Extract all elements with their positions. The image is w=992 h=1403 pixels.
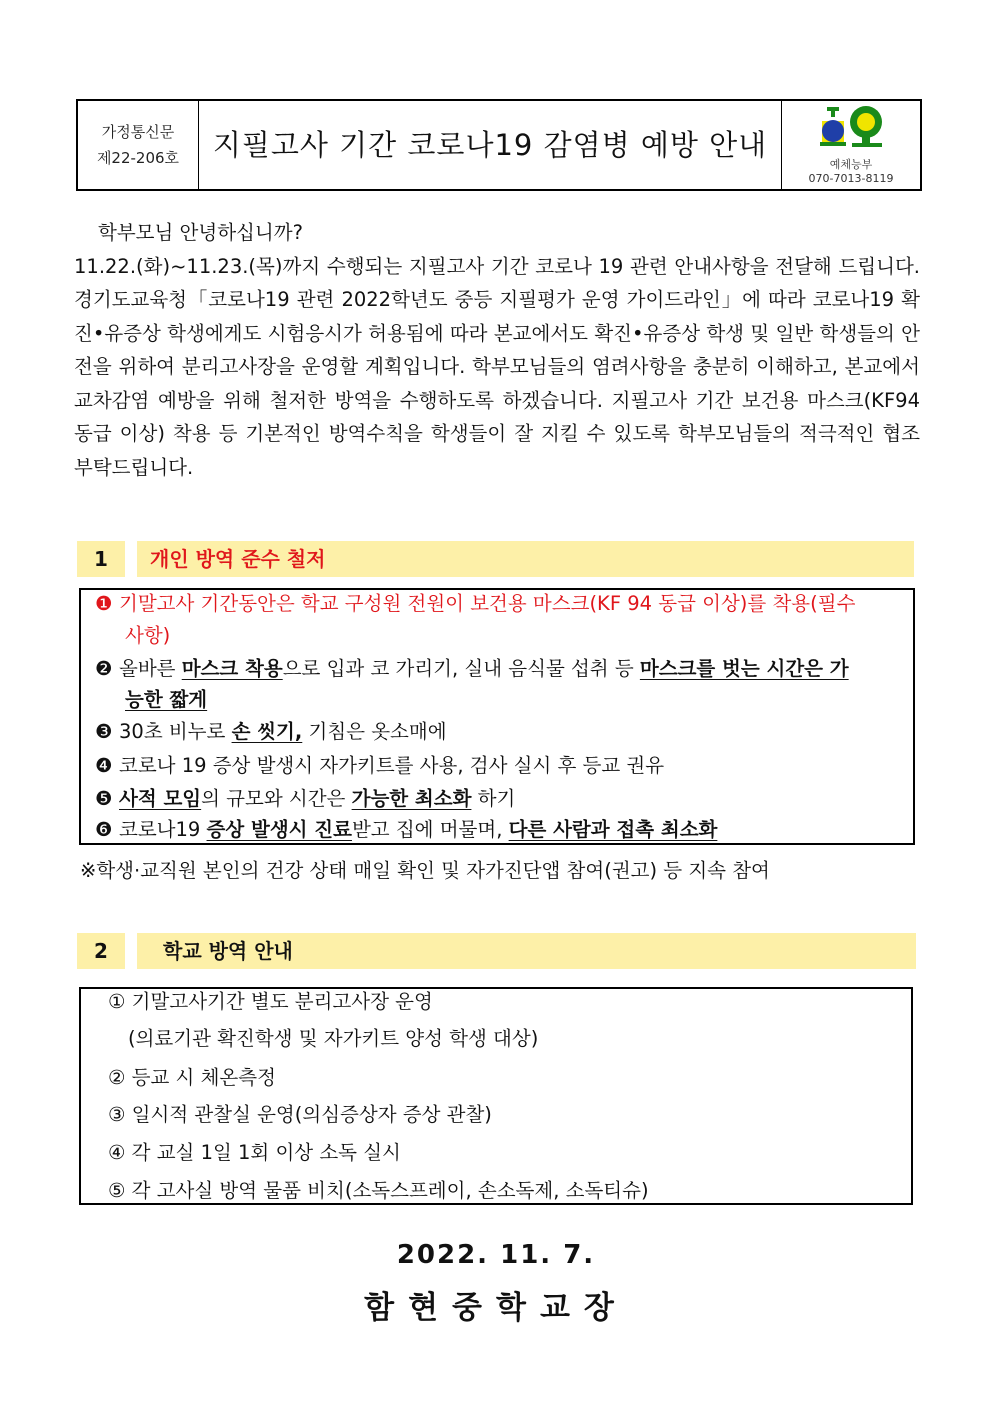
item-marker: ❹ (95, 754, 113, 777)
document-title: 지필고사 기간 코로나19 감염병 예방 안내 (199, 101, 782, 189)
item-text: 하기 (471, 787, 516, 810)
item-emphasis: 사적 모임 (119, 787, 202, 810)
newsletter-number: 제22-206호 (96, 149, 180, 167)
item-marker: ❷ (95, 657, 113, 680)
section2-box (79, 987, 913, 1205)
item-marker: ❶ (95, 592, 113, 615)
school-logo-icon (818, 105, 886, 155)
item-text: 기침은 옷소매에 (302, 720, 447, 743)
section1-note: ※학생·교직원 본인의 건강 상태 매일 확인 및 자가진단앱 참여(권고) 등 지속 참여 (80, 859, 770, 882)
list-item-continuation (117, 686, 207, 714)
newsletter-type: 가정통신문 (101, 123, 175, 141)
list-item (95, 785, 515, 813)
department-name: 예체능부 (829, 158, 873, 171)
list-item (95, 655, 849, 683)
section2-title: 학교 방역 안내 (137, 933, 916, 969)
item-marker: ❺ (95, 787, 113, 810)
section1-title: 개인 방역 준수 철저 (137, 541, 914, 577)
list-item (95, 752, 664, 780)
item-text: 30초 비누로 (119, 720, 232, 743)
newsletter-label (78, 101, 199, 189)
item-emphasis: 손 씻기, (231, 720, 303, 743)
section1-number: 1 (77, 541, 125, 577)
item-marker: ❸ (95, 720, 113, 743)
list-item: ④ 각 교실 1일 1회 이상 소독 실시 (108, 1141, 401, 1164)
department-phone: 070-7013-8119 (808, 172, 894, 185)
item-text: 코로나19 (119, 818, 207, 841)
list-item: ⑤ 각 고사실 방역 물품 비치(소독스프레이, 손소독제, 소독티슈) (108, 1179, 649, 1202)
header-box (76, 99, 922, 191)
issue-date: 2022. 11. 7. (396, 1240, 596, 1270)
list-item (95, 718, 447, 746)
item-emphasis: 다른 사람과 접촉 최소화 (508, 818, 718, 841)
list-item: ① 기말고사기간 별도 분리고사장 운영 (108, 990, 433, 1013)
item-text: 의 규모와 시간은 (201, 787, 352, 810)
item-emphasis: 마스크 착용 (181, 657, 283, 680)
item-text: 받고 집에 머물며, (351, 818, 509, 841)
department-logo (782, 101, 920, 189)
intro-paragraph (74, 216, 920, 484)
list-item: ② 등교 시 체온측정 (108, 1066, 276, 1089)
list-item: ③ 일시적 관찰실 운영(의심증상자 증상 관찰) (108, 1103, 492, 1126)
item-emphasis: 가능한 최소화 (351, 787, 472, 810)
list-item (95, 816, 717, 844)
item-text: 올바른 (119, 657, 182, 680)
item-text: 으로 입과 코 가리기, 실내 음식물 섭취 등 (282, 657, 640, 680)
item-text: 코로나 19 증상 발생시 자가키트를 사용, 검사 실시 후 등교 권유 (119, 754, 665, 777)
item-emphasis: 능한 짧게 (125, 688, 208, 711)
item-text: 기말고사 기간동안은 학교 구성원 전원이 보건용 마스크(KF 94 동급 이상)를 착용(필수 (119, 592, 856, 615)
intro-body: 11.22.(화)~11.23.(목)까지 수행되는 지필고사 기간 코로나 19 관련 안내사항을 전달해 드립니다. 경기도교육청「코로나19 관련 2022학년도 중등 지필평가 운영 가이드라인」에 따라 코로나19 확진•유증상 학생에게도 시험응시가 허용됨에 따라 본교에서도 확진•유증상 학생 및 일반 학생들의 안전을 위하여 분리고사장을 운영할 계획입니다. 학부모님들의 염려사항을 충분히 이해하고, 본교에서 교차감염 예방을 위해 철저한 방역을 수행하도록 하겠습니다. 지필고사 기간 보건용 마스크(KF94 동급 이상) 착용 등 기본적인 방역수칙을 학생들이 잘 지킬 수 있도록 학부모님들의 적극적인 협조 부탁드립니다. (74, 254, 920, 479)
item-emphasis: 증상 발생시 진료 (206, 818, 352, 841)
item-marker: ❻ (95, 818, 113, 841)
principal-signature: 함현중학교장 (364, 1290, 628, 1326)
list-item-continuation: 사항) (125, 624, 171, 647)
section2-number: 2 (77, 933, 125, 969)
greeting: 학부모님 안녕하십니까? (98, 221, 303, 244)
list-item-continuation: (의료기관 확진학생 및 자가키트 양성 학생 대상) (128, 1027, 539, 1050)
list-item (95, 590, 855, 618)
item-emphasis: 마스크를 벗는 시간은 가 (639, 657, 849, 680)
